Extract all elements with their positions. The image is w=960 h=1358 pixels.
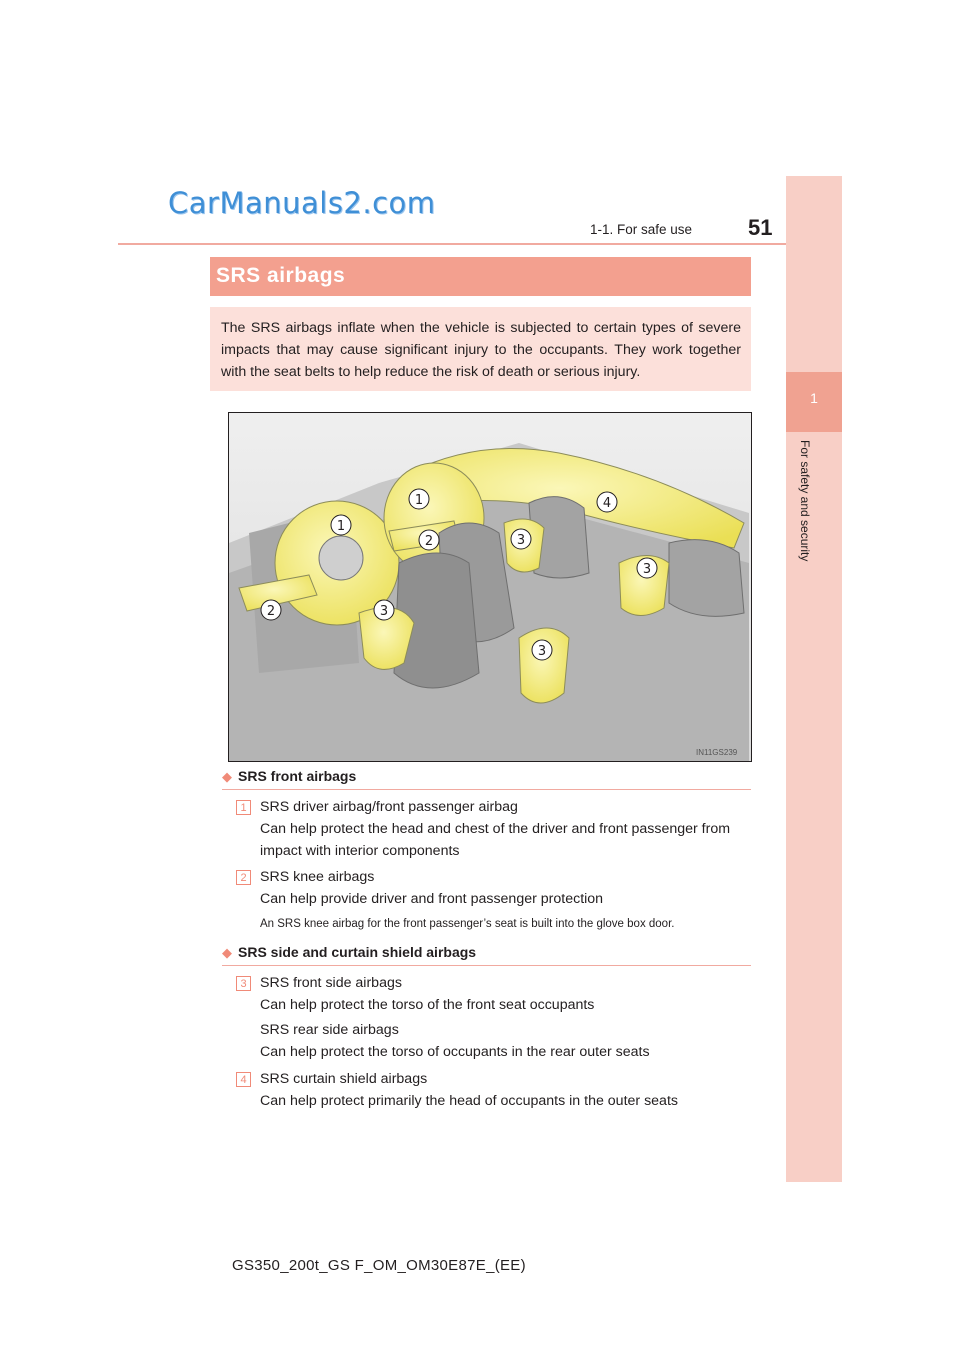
callout-3d-label: 3 [537,644,547,659]
callout-4-label: 4 [602,496,612,511]
item-title: SRS front side airbags [260,975,402,991]
subheading-rule [222,789,751,790]
chapter-number: 1 [810,390,818,406]
chapter-title [796,440,816,640]
chapter-side-strip [786,176,842,1182]
callout-3d [532,640,552,660]
item-description: Can help protect the torso of the front seat occupants [260,997,595,1013]
callout-3b [637,558,657,578]
subheading-rule [222,965,751,966]
callout-1a [409,489,429,509]
cabin-drawing [229,413,751,761]
item-number-badge: 3 [236,976,251,991]
section-label: 1-1. For safe use [590,222,693,237]
document-code-footer: GS350_200t_GS F_OM_OM30E87E_(EE) [232,1257,526,1274]
item-title: SRS rear side airbags [260,1022,399,1038]
subheading-side-curtain-airbags [222,944,476,961]
callout-3c [374,600,394,620]
callout-1b [331,515,351,535]
item-number-badge: 1 [236,800,251,815]
item-description: Can help protect the head and chest of the driver and front passenger from impact with interior components [260,821,731,859]
item-number-badge: 2 [236,870,251,885]
intro-text: The SRS airbags inflate when the vehicle is subjected to certain types of severe impacts that may cause significant injury to the occupants. They work together with the seat belts to help reduce the risk of death or serious injury. [221,320,741,380]
callout-3b-label: 3 [642,562,652,577]
watermark-logo: CarManuals2.com [168,186,436,220]
item-title: SRS driver airbag/front passenger airbag [260,799,518,815]
subheading-side-curtain-airbags-text: SRS side and curtain shield airbags [238,944,477,960]
callout-3a [511,529,531,549]
subheading-front-airbags-text: SRS front airbags [238,768,357,784]
diamond-icon: ◆ [222,769,232,784]
subheading-front-airbags [222,768,356,785]
callout-3c-label: 3 [379,604,389,619]
rear-outer-seat [669,540,744,617]
item-title: SRS knee airbags [260,869,375,885]
rear-side-airbag-left [519,628,569,703]
callout-2a [419,530,439,550]
diamond-icon: ◆ [222,945,232,960]
item-description: Can help protect the torso of occupants in the rear outer seats [260,1044,650,1060]
item-title: SRS curtain shield airbags [260,1071,428,1087]
chapter-title-text: For safety and security [798,440,812,562]
callout-2b [261,600,281,620]
callout-2b-label: 2 [266,604,276,619]
page-number: 51 [748,215,773,240]
callout-4 [597,492,617,512]
callout-1b-label: 1 [336,519,346,534]
item-note: An SRS knee airbag for the front passenger’s seat is built into the glove box door. [260,918,675,930]
airbag-illustration [228,412,752,762]
header-divider [118,243,842,245]
figure-id: IN11GS239 [696,748,738,757]
callout-3a-label: 3 [516,533,526,548]
callout-2a-label: 2 [424,534,434,549]
item-description: Can help protect primarily the head of occupants in the outer seats [260,1093,678,1109]
steering-wheel [319,536,363,580]
item-description: Can help provide driver and front passenger protection [260,891,604,907]
page-title: SRS airbags [216,264,346,287]
callout-1a-label: 1 [414,493,424,508]
item-number-badge: 4 [236,1072,251,1087]
